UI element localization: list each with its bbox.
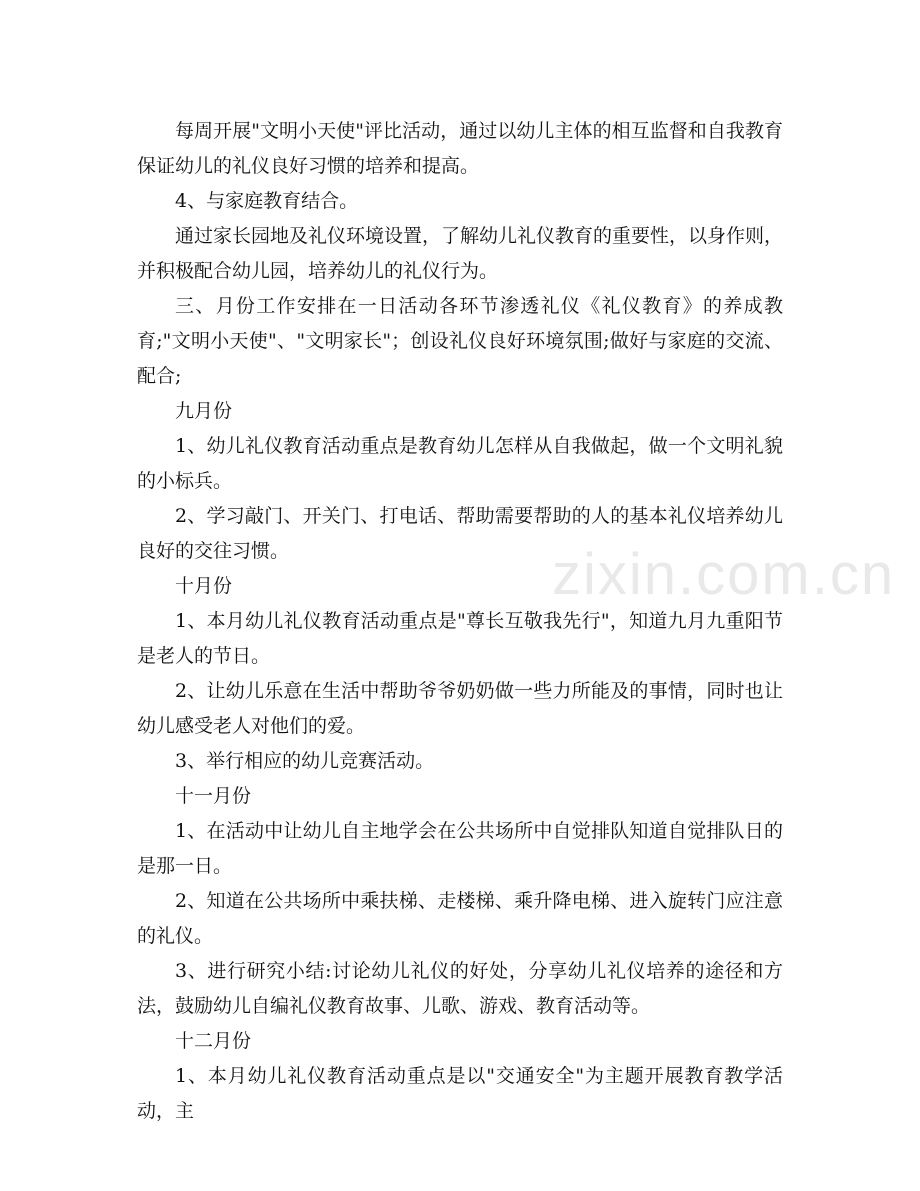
paragraph-10: 2、让幼儿乐意在生活中帮助爷爷奶奶做一些力所能及的事情，同时也让幼儿感受老人对他们的爱。 — [137, 680, 783, 737]
paragraph-14: 2、知道在公共场所中乘扶梯、走楼梯、乘升降电梯、进入旋转门应注意的礼仪。 — [137, 890, 783, 947]
paragraph-7: 2、学习敲门、开关门、打电话、帮助需要帮助的人的基本礼仪培养幼儿良好的交往习惯。 — [137, 505, 783, 562]
paragraph-1: 每周开展"文明小天使"评比活动，通过以幼儿主体的相互监督和自我教育保证幼儿的礼仪良好习惯的培养和提高。 — [137, 120, 783, 177]
paragraph-15: 3、进行研究小结:讨论幼儿礼仪的好处，分享幼儿礼仪培养的途径和方法，鼓励幼儿自编礼仪教育故事、儿歌、游戏、教育活动等。 — [137, 960, 783, 1017]
paragraph-17: 1、本月幼儿礼仪教育活动重点是以"交通安全"为主题开展教育教学活动，主 — [137, 1065, 783, 1122]
watermark: zixin.com.cn — [552, 542, 896, 607]
paragraph-3: 通过家长园地及礼仪环境设置，了解幼儿礼仪教育的重要性，以身作则，并积极配合幼儿园，培养幼儿的礼仪行为。 — [137, 225, 784, 282]
paragraph-2: 4、与家庭教育结合。 — [175, 190, 359, 212]
document-body — [137, 114, 783, 1129]
paragraph-9: 1、本月幼儿礼仪教育活动重点是"尊长互敬我先行"，知道九月九重阳节是老人的节日。 — [137, 610, 783, 667]
section-heading-december: 十二月份 — [175, 1030, 252, 1052]
paragraph-11: 3、举行相应的幼儿竞赛活动。 — [175, 750, 435, 772]
section-heading-november: 十一月份 — [175, 785, 252, 807]
paragraph-4: 三、月份工作安排在一日活动各环节渗透礼仪《礼仪教育》的养成教育;"文明小天使"、"文明家长"；创设礼仪良好环境氛围;做好与家庭的交流、配合; — [137, 295, 783, 387]
section-heading-september: 九月份 — [175, 400, 233, 422]
section-heading-october: 十月份 — [175, 575, 233, 597]
paragraph-13: 1、在活动中让幼儿自主地学会在公共场所中自觉排队知道自觉排队日的是那一日。 — [137, 820, 783, 877]
paragraph-6: 1、幼儿礼仪教育活动重点是教育幼儿怎样从自我做起，做一个文明礼貌的小标兵。 — [137, 435, 783, 492]
